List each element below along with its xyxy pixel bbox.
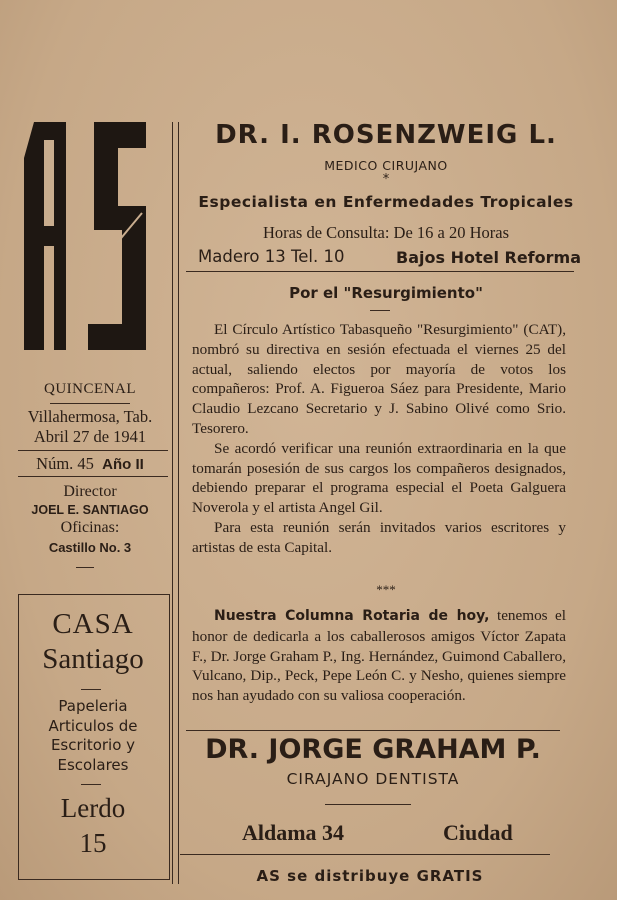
- casa-number: 15: [79, 828, 107, 858]
- casa-item: Escolares: [57, 755, 129, 774]
- divider: [18, 476, 168, 477]
- rosenzweig-location: Bajos Hotel Reforma: [396, 248, 581, 267]
- director-label: Director: [63, 483, 117, 500]
- casa-street: Lerdo: [60, 793, 126, 823]
- column-rule: [172, 122, 173, 884]
- director-name: JOEL E. SANTIAGO: [31, 503, 149, 517]
- article-separator: ***: [376, 582, 396, 597]
- divider: [325, 804, 411, 805]
- issue-number-line: [10, 454, 170, 474]
- rosenzweig-address: Madero 13 Tel. 10: [198, 247, 345, 266]
- divider: [81, 689, 101, 690]
- issue-year: Año II: [102, 456, 144, 473]
- rosenzweig-specialty: Especialista en Enfermedades Tropicales: [198, 193, 574, 211]
- article-body: [192, 320, 566, 558]
- column-rule: [178, 122, 179, 884]
- frequency: QUINCENAL: [44, 381, 136, 397]
- as-logo: [22, 118, 147, 353]
- casa-line2: Santiago: [42, 643, 144, 675]
- offices-label: Oficinas:: [60, 519, 120, 536]
- casa-line1: CASA: [52, 608, 134, 640]
- divider: [180, 854, 550, 855]
- casa-item: Papeleria: [58, 697, 128, 715]
- divider: [186, 271, 574, 272]
- article-heading: Por el "Resurgimiento": [289, 284, 483, 302]
- issue-number: Núm. 45: [36, 454, 94, 473]
- graham-address: Aldama 34: [242, 820, 345, 845]
- issue-date: Abril 27 de 1941: [33, 427, 147, 446]
- rotary-text: tenemos el honor de dedicarla a los caballerosos amigos Víctor Zapata F., Dr. Jorge Graham P., Ing. Hernández, Guimond Caballero, Vulcano, Dip., Peck, Pepe León C. y Nesho, quienes siempre nos han ayudado con su valiosa cooperación.: [192, 607, 567, 705]
- article-paragraph: Se acordó verificar una reunión extraordinaria en la que tomarán posesión de sus cargos los compañeros designados, debiendo preparar el programa especial el Poeta Galguera Noverola y el artista Angel Gil.: [192, 439, 566, 517]
- article-paragraph: Para esta reunión serán invitados varios escritores y artistas de esta Capital.: [192, 518, 566, 556]
- casa-item: Articulos de: [48, 716, 138, 735]
- rosenzweig-star: *: [382, 172, 390, 187]
- graham-city: Ciudad: [443, 820, 513, 845]
- article-paragraph: El Círculo Artístico Tabasqueño "Resurgimiento" (CAT), nombró su directiva en sesión efectuada el viernes 25 del actual, saliendo electos por mayoría de votos los compañeros: Prof. A. Figueroa Sáez para Presidente, Mario Claudio Lezcano Secretario y J. Sabino Olivé como Srio. Tesorero.: [192, 321, 566, 437]
- rotary-column: [192, 606, 566, 706]
- divider: [50, 403, 130, 404]
- divider: [370, 310, 390, 311]
- graham-title: CIRAJANO DENTISTA: [286, 770, 460, 788]
- offices-address: Castillo No. 3: [48, 540, 132, 555]
- rosenzweig-name: DR. I. ROSENZWEIG L.: [215, 120, 557, 150]
- graham-name: DR. JORGE GRAHAM P.: [205, 734, 541, 765]
- rosenzweig-title: MEDICO CIRUJANO: [324, 158, 448, 173]
- rotary-lead: Nuestra Columna Rotaria de hoy,: [214, 608, 490, 624]
- divider: [76, 567, 94, 568]
- place: Villahermosa, Tab.: [27, 407, 153, 426]
- footer-distribution: AS se distribuye GRATIS: [256, 867, 484, 885]
- divider: [186, 730, 560, 731]
- divider: [18, 450, 168, 451]
- casa-items: [18, 697, 168, 775]
- divider: [81, 784, 101, 785]
- rosenzweig-hours: Horas de Consulta: De 16 a 20 Horas: [262, 223, 510, 242]
- casa-item: Escritorio y: [50, 736, 136, 754]
